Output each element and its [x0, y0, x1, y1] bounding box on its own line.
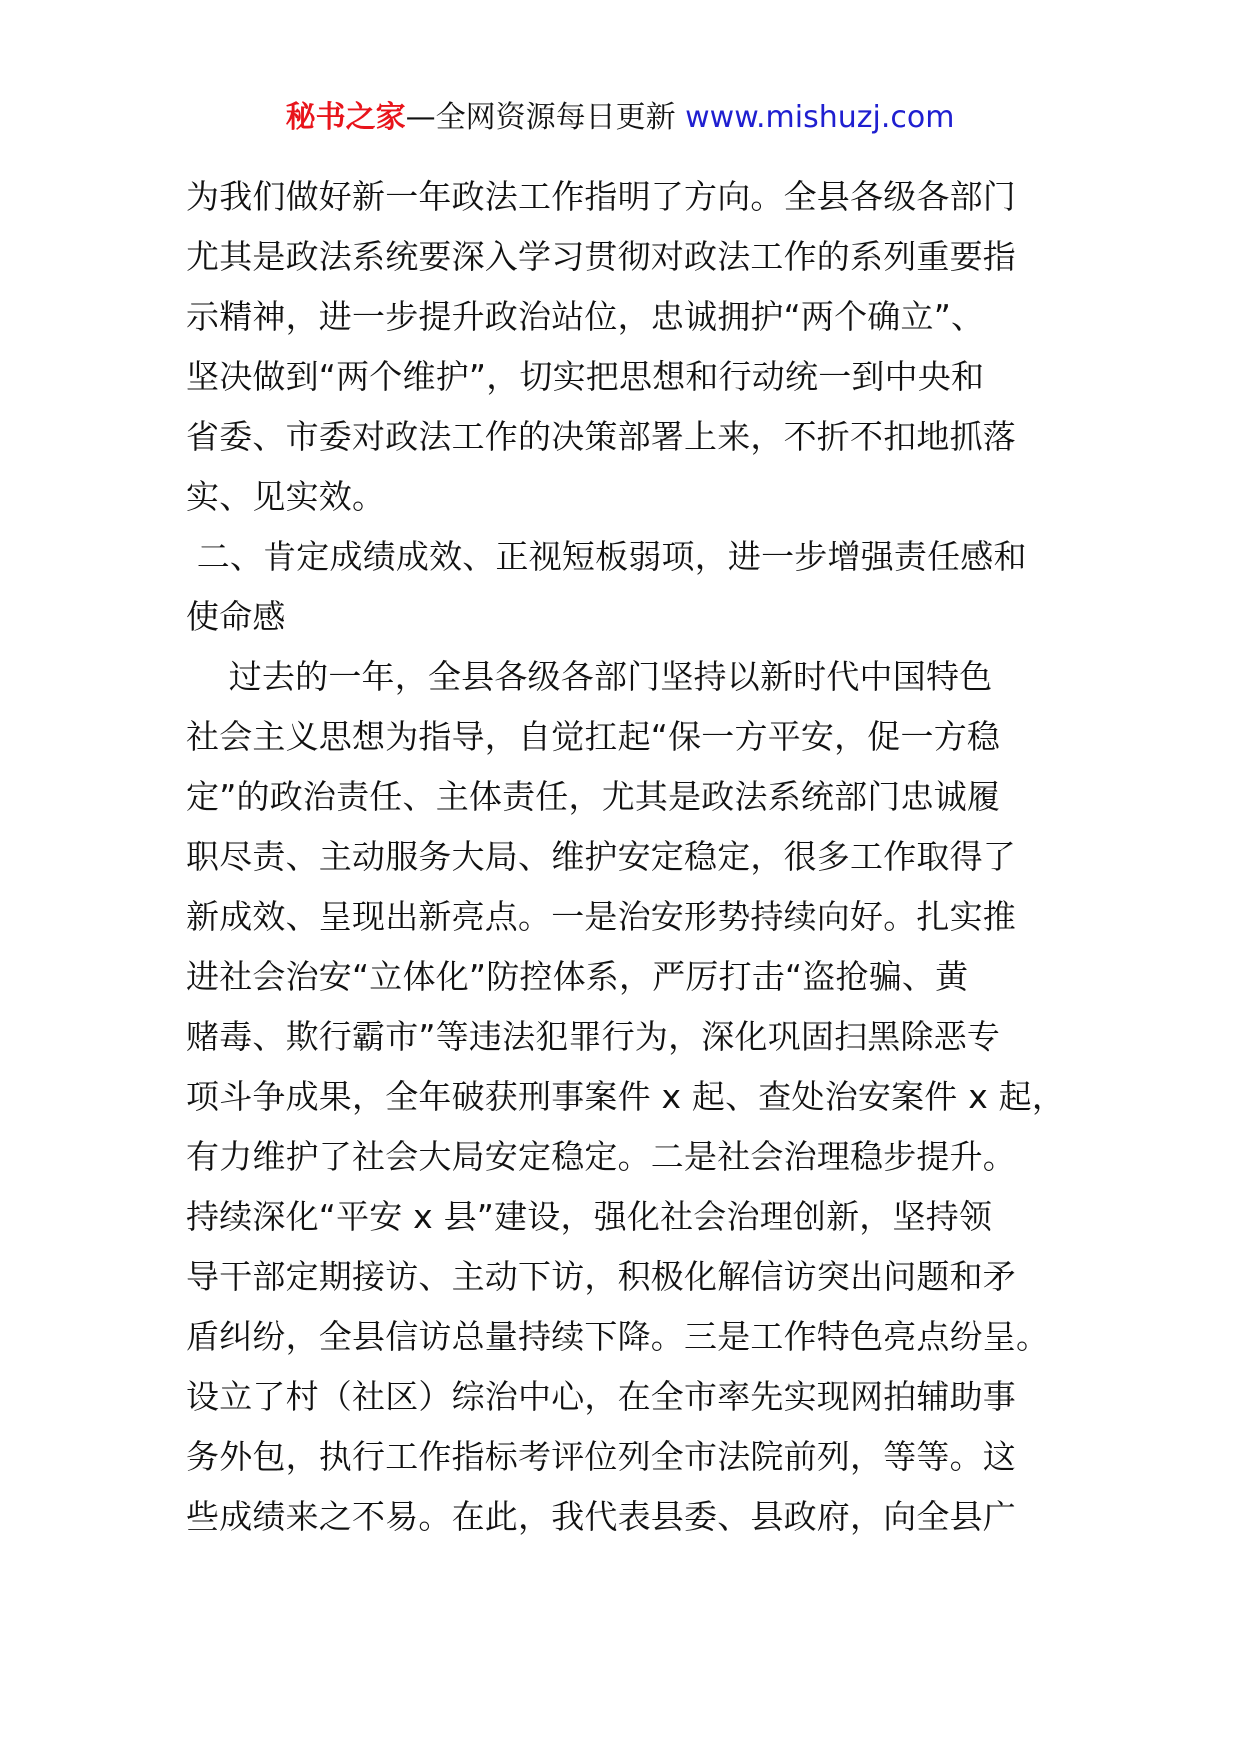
paragraph-line: 赌毒、欺行霸市”等违法犯罪行为，深化巩固扫黑除恶专 — [186, 1017, 1001, 1056]
paragraph-line: 尤其是政法系统要深入学习贯彻对政法工作的系列重要指 — [186, 237, 1016, 276]
brand-name: 秘书之家 — [285, 100, 406, 135]
paragraph-line: 示精神，进一步提升政治站位，忠诚拥护“两个确立”、 — [186, 297, 985, 336]
paragraph-line: 使命感 — [186, 597, 286, 636]
page-header — [0, 98, 1240, 138]
paragraph-line: 项斗争成果，全年破获刑事案件 x 起、查处治安案件 x 起， — [186, 1077, 1066, 1116]
paragraph-line: 二、肯定成绩成效、正视短板弱项，进一步增强责任感和 — [186, 537, 1027, 576]
paragraph-line: 社会主义思想为指导，自觉扛起“保一方平安，促一方稳 — [186, 717, 1001, 756]
paragraph-line: 盾纠纷，全县信访总量持续下降。三是工作特色亮点纷呈。 — [186, 1317, 1050, 1356]
paragraph-line: 为我们做好新一年政法工作指明了方向。全县各级各部门 — [186, 177, 1016, 216]
paragraph-line: 定”的政治责任、主体责任，尤其是政法系统部门忠诚履 — [186, 777, 1001, 816]
paragraph-line: 设立了村（社区）综治中心，在全市率先实现网拍辅助事 — [186, 1377, 1016, 1416]
paragraph-line: 进社会治安“立体化”防控体系，严厉打击“盗抢骗、黄 — [186, 957, 969, 996]
paragraph-line: 持续深化“平安 x 县”建设，强化社会治理创新，坚持领 — [186, 1197, 993, 1236]
site-url-link[interactable]: www.mishuzj.com — [685, 100, 955, 135]
paragraph-line: 有力维护了社会大局安定稳定。二是社会治理稳步提升。 — [186, 1137, 1016, 1176]
paragraph-line: 过去的一年，全县各级各部门坚持以新时代中国特色 — [186, 657, 993, 696]
paragraph-line: 务外包，执行工作指标考评位列全市法院前列，等等。这 — [186, 1437, 1016, 1476]
header-tagline: —全网资源每日更新 — [405, 100, 676, 135]
paragraph-line: 省委、市委对政法工作的决策部署上来，不折不扣地抓落 — [186, 417, 1016, 456]
paragraph-line: 坚决做到“两个维护”，切实把思想和行动统一到中央和 — [186, 357, 985, 396]
paragraph-line: 新成效、呈现出新亮点。一是治安形势持续向好。扎实推 — [186, 897, 1016, 936]
paragraph-line: 些成绩来之不易。在此，我代表县委、县政府，向全县广 — [186, 1497, 1016, 1536]
document-body — [186, 167, 1086, 1547]
paragraph-line: 导干部定期接访、主动下访，积极化解信访突出问题和矛 — [186, 1257, 1016, 1296]
paragraph-line: 职尽责、主动服务大局、维护安定稳定，很多工作取得了 — [186, 837, 1016, 876]
paragraph-line: 实、见实效。 — [186, 477, 386, 516]
